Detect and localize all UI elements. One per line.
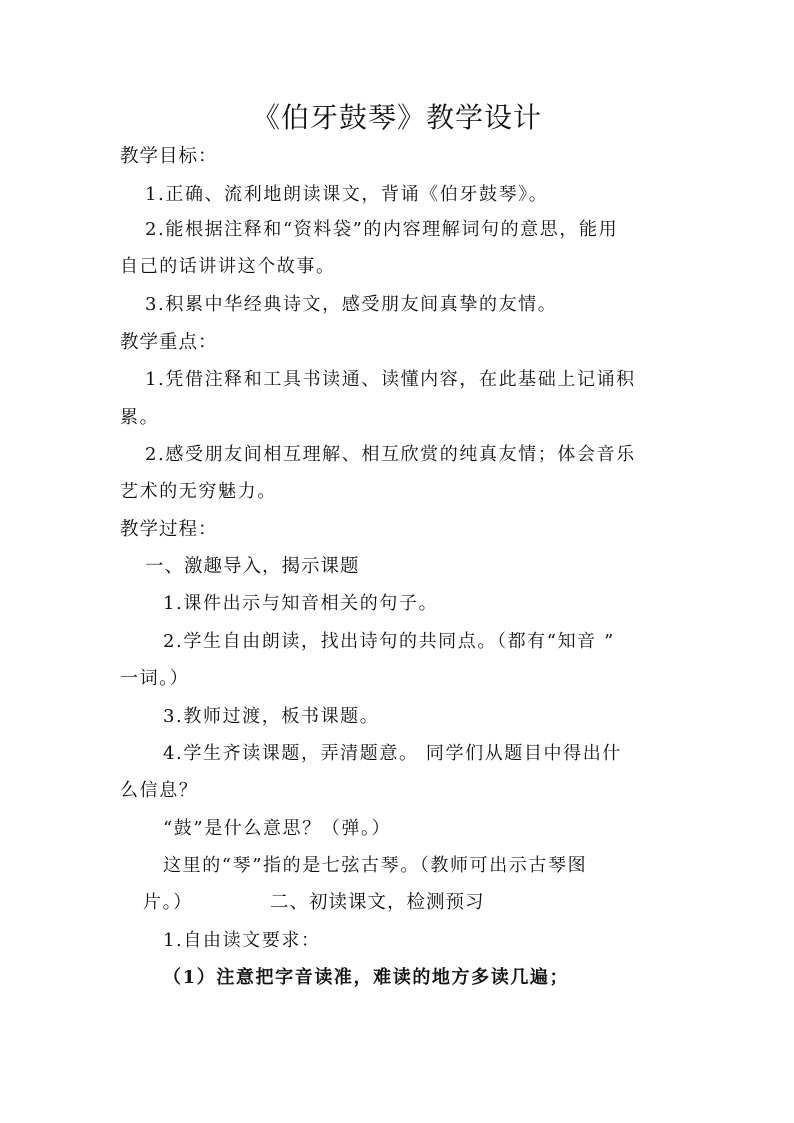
- process-line: 2.学生自由朗读，找出诗句的共同点。（都有“知音 ”: [163, 631, 615, 652]
- key-point-item: 艺术的无穷魅力。: [120, 481, 277, 502]
- goal-item: 3.积累中华经典诗文，感受朋友间真挚的友情。: [145, 294, 558, 315]
- process-line: 么信息？: [120, 780, 199, 801]
- document-title: 《伯牙鼓琴》教学设计: [251, 101, 542, 134]
- process-heading: 教学过程：: [120, 519, 218, 540]
- reading-requirement-item: （1）注意把字音读准，难读的地方多读几遍；: [163, 967, 570, 988]
- key-points-heading: 教学重点：: [120, 332, 218, 353]
- key-point-item: 1.凭借注释和工具书读通、读懂内容，在此基础上记诵积: [145, 369, 636, 390]
- goal-item: 自己的话讲讲这个故事。: [120, 256, 336, 277]
- goal-item: 1.正确、流利地朗读课文，背诵《伯牙鼓琴》。: [145, 184, 549, 205]
- process-line: 片。）: [143, 892, 193, 913]
- process-line: 1.课件出示与知音相关的句子。: [163, 593, 439, 614]
- goal-item: 2.能根据注释和“资料袋”的内容理解词句的意思，能用: [145, 219, 619, 240]
- process-line: 一词。）: [120, 668, 190, 689]
- process-line: 这里的“琴”指的是七弦古琴。（教师可出示古琴图: [163, 855, 588, 876]
- process-line: “鼓”是什么意思？（弹。）: [163, 818, 392, 839]
- goals-heading: 教学目标：: [120, 146, 218, 167]
- section-heading: 二、初读课文，检测预习: [270, 892, 485, 913]
- reading-requirement-label: 1.自由读文要求：: [163, 930, 321, 951]
- process-line: 4.学生齐读课题，弄清题意。 同学们从题目中得出什: [163, 743, 622, 764]
- process-line: 3.教师过渡，板书课题。: [163, 706, 380, 727]
- key-point-item: 2.感受朋友间相互理解、相互欣赏的纯真友情；体会音乐: [145, 444, 636, 465]
- key-point-item: 累。: [120, 407, 160, 428]
- section-heading: 一、激趣导入，揭示课题: [145, 556, 360, 577]
